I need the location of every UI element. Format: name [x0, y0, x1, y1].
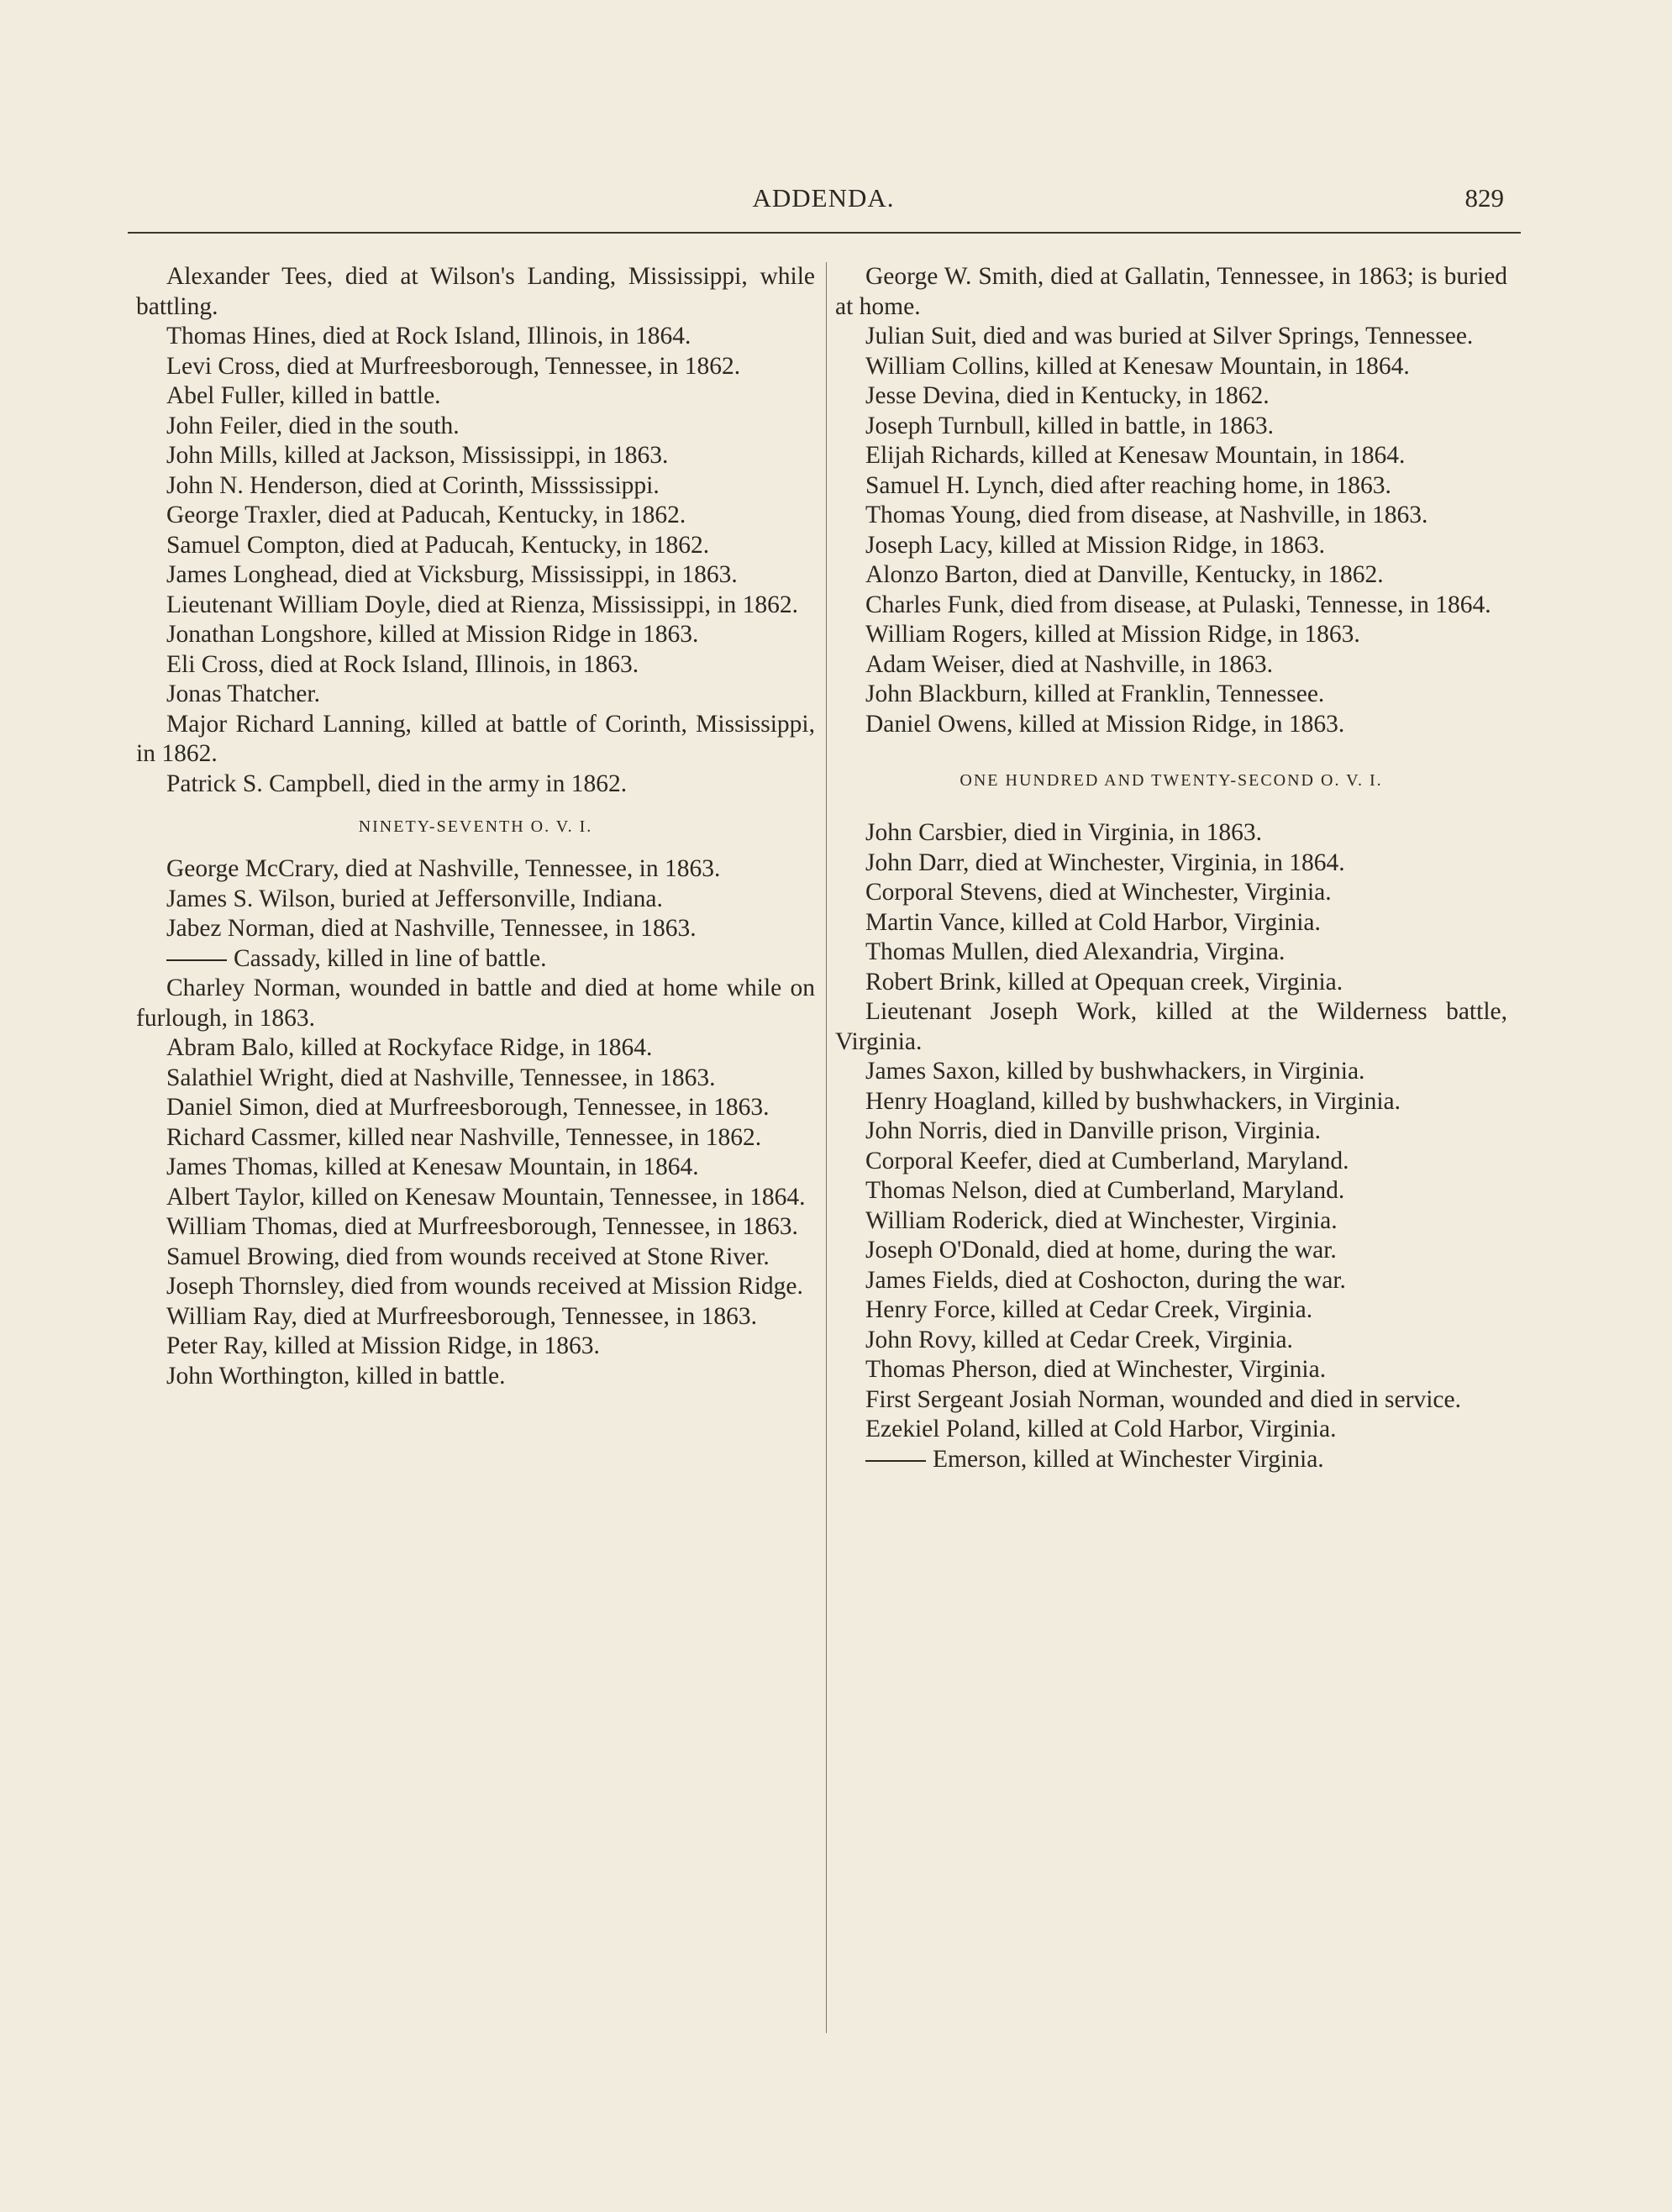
left-entries-b [136, 854, 815, 944]
left-entries-a [136, 262, 815, 799]
casualty-entry: Samuel Browing, died from wounds received at Stone River. [166, 1243, 770, 1270]
casualty-entry: Abram Balo, killed at Rockyface Ridge, in 1864. [166, 1034, 653, 1061]
casualty-entry: Joseph Turnbull, killed in battle, in 1863. [865, 412, 1274, 439]
casualty-entry: Patrick S. Campbell, died in the army in 1862. [166, 770, 628, 797]
casualty-entry: Lieutenant Joseph Work, killed at the Wilderness battle, Virginia. [835, 998, 1507, 1055]
casualty-entry: Thomas Young, died from disease, at Nashville, in 1863. [865, 502, 1428, 528]
name-omitted-dash [865, 1460, 926, 1462]
casualty-entry: Henry Hoagland, killed by bushwhackers, in Virginia. [865, 1087, 1401, 1115]
running-header [134, 183, 1512, 225]
casualty-entry: William Collins, killed at Kenesaw Mountain, in 1864. [865, 352, 1410, 380]
casualty-entry: Joseph Lacy, killed at Mission Ridge, in 1863. [865, 531, 1326, 559]
casualty-entry: George W. Smith, died at Gallatin, Tennessee, in 1863; is buried at home. [835, 263, 1507, 320]
casualty-entry: Thomas Mullen, died Alexandria, Virgina. [865, 938, 1286, 965]
right-column [835, 262, 1507, 1474]
casualty-entry: Jesse Devina, died in Kentucky, in 1862. [865, 382, 1270, 409]
left-column [136, 262, 815, 1391]
casualty-entry: Eli Cross, died at Rock Island, Illinois, in 1863. [166, 650, 639, 678]
casualty-entry: Corporal Stevens, died at Winchester, Virginia. [865, 879, 1332, 906]
header-title: ADDENDA. [752, 183, 895, 213]
casualty-entry-emerson [835, 1445, 1507, 1475]
header-rule [128, 232, 1521, 234]
casualty-entry: John Rovy, killed at Cedar Creek, Virginia. [865, 1326, 1293, 1353]
casualty-entry: Daniel Simon, died at Murfreesborough, Tennessee, in 1863. [166, 1094, 770, 1121]
casualty-entry: Salathiel Wright, died at Nashville, Tennessee, in 1863. [166, 1064, 716, 1091]
casualty-entry: John Norris, died in Danville prison, Virginia. [865, 1117, 1322, 1144]
casualty-entry: Richard Cassmer, killed near Nashville, Tennessee, in 1862. [166, 1123, 762, 1151]
casualty-entry: Alonzo Barton, died at Danville, Kentucky, in 1862. [865, 561, 1384, 588]
cassady-text: Cassady, killed in line of battle. [234, 944, 547, 972]
emerson-text: Emerson, killed at Winchester Virginia. [933, 1445, 1324, 1473]
casualty-entry: Jonas Thatcher. [166, 680, 320, 707]
casualty-entry: Henry Force, killed at Cedar Creek, Virginia. [865, 1296, 1313, 1323]
casualty-entry: Thomas Hines, died at Rock Island, Illinois, in 1864. [166, 323, 691, 349]
casualty-entry: Corporal Keefer, died at Cumberland, Maryland. [865, 1147, 1349, 1174]
casualty-entry: Joseph O'Donald, died at home, during the war. [865, 1237, 1337, 1264]
casualty-entry: Alexander Tees, died at Wilson's Landing, Mississippi, while battling. [136, 263, 815, 320]
right-entries-b [835, 818, 1507, 1445]
casualty-entry: Peter Ray, killed at Mission Ridge, in 1863. [166, 1332, 600, 1359]
casualty-entry: Samuel H. Lynch, died after reaching home, in 1863. [865, 471, 1391, 499]
casualty-entry: Ezekiel Poland, killed at Cold Harbor, Virginia. [865, 1416, 1337, 1442]
column-divider [826, 262, 827, 2033]
casualty-entry: George McCrary, died at Nashville, Tennessee, in 1863. [166, 855, 721, 882]
casualty-entry: William Roderick, died at Winchester, Virginia. [865, 1206, 1338, 1234]
casualty-entry: Thomas Nelson, died at Cumberland, Maryland. [865, 1177, 1345, 1204]
casualty-entry: William Ray, died at Murfreesborough, Tennessee, in 1863. [166, 1302, 757, 1330]
section-heading-ninety-seventh: NINETY-SEVENTH O. V. I. [358, 817, 593, 836]
casualty-entry: William Thomas, died at Murfreesborough, Tennessee, in 1863. [166, 1213, 798, 1240]
casualty-entry: Daniel Owens, killed at Mission Ridge, in 1863. [865, 710, 1345, 738]
casualty-entry: Adam Weiser, died at Nashville, in 1863. [865, 650, 1274, 678]
casualty-entry: John N. Henderson, died at Corinth, Misssissippi. [166, 471, 660, 499]
casualty-entry: Jonathan Longshore, killed at Mission Ridge in 1863. [166, 621, 699, 648]
right-entries-a [835, 262, 1507, 739]
section-heading-one-hundred-twenty-second: ONE HUNDRED AND TWENTY-SECOND O. V. I. [960, 771, 1383, 790]
casualty-entry: James Saxon, killed by bushwhackers, in Virginia. [865, 1058, 1365, 1085]
casualty-entry: George Traxler, died at Paducah, Kentucky, in 1862. [166, 502, 686, 528]
casualty-entry: John Mills, killed at Jackson, Mississippi, in 1863. [166, 442, 669, 469]
casualty-entry: Samuel Compton, died at Paducah, Kentucky, in 1862. [166, 531, 710, 559]
casualty-entry: Lieutenant William Doyle, died at Rienza, Mississippi, in 1862. [166, 591, 799, 618]
casualty-entry: Jabez Norman, died at Nashville, Tennessee, in 1863. [166, 915, 697, 942]
casualty-entry-cassady [136, 944, 815, 975]
page-number: 829 [1464, 183, 1504, 213]
casualty-entry: Martin Vance, killed at Cold Harbor, Virginia. [865, 908, 1321, 936]
casualty-entry: James Longhead, died at Vicksburg, Mississippi, in 1863. [166, 561, 738, 588]
casualty-entry: John Feiler, died in the south. [166, 412, 460, 439]
casualty-entry: Julian Suit, died and was buried at Silver Springs, Tennessee. [865, 323, 1474, 349]
casualty-entry: Abel Fuller, killed in battle. [166, 382, 441, 409]
casualty-entry: Major Richard Lanning, killed at battle of Corinth, Mississippi, in 1862. [136, 710, 815, 767]
casualty-entry: Albert Taylor, killed on Kenesaw Mountain, Tennessee, in 1864. [166, 1183, 806, 1211]
casualty-entry: James Thomas, killed at Kenesaw Mountain, in 1864. [166, 1153, 699, 1180]
casualty-entry: John Darr, died at Winchester, Virginia, in 1864. [865, 849, 1345, 876]
casualty-entry: John Blackburn, killed at Franklin, Tennessee. [865, 680, 1325, 707]
name-omitted-dash [166, 959, 227, 961]
casualty-entry: Thomas Pherson, died at Winchester, Virginia. [865, 1356, 1327, 1383]
casualty-entry: Robert Brink, killed at Opequan creek, Virginia. [865, 968, 1343, 996]
casualty-entry: John Worthington, killed in battle. [166, 1362, 506, 1390]
casualty-entry: First Sergeant Josiah Norman, wounded and died in service. [865, 1385, 1461, 1413]
casualty-entry: John Carsbier, died in Virginia, in 1863. [865, 819, 1263, 846]
casualty-entry: Levi Cross, died at Murfreesborough, Tennessee, in 1862. [166, 352, 741, 380]
casualty-entry: Elijah Richards, killed at Kenesaw Mountain, in 1864. [865, 442, 1406, 469]
casualty-entry: William Rogers, killed at Mission Ridge, in 1863. [865, 621, 1360, 648]
casualty-entry: Charles Funk, died from disease, at Pulaski, Tennesse, in 1864. [865, 591, 1491, 618]
casualty-entry: Joseph Thornsley, died from wounds received at Mission Ridge. [166, 1273, 803, 1300]
left-entries-c [136, 974, 815, 1391]
casualty-entry: James S. Wilson, buried at Jeffersonville, Indiana. [166, 885, 663, 912]
casualty-entry: James Fields, died at Coshocton, during the war. [865, 1266, 1346, 1294]
casualty-entry: Charley Norman, wounded in battle and died at home while on furlough, in 1863. [136, 975, 815, 1032]
